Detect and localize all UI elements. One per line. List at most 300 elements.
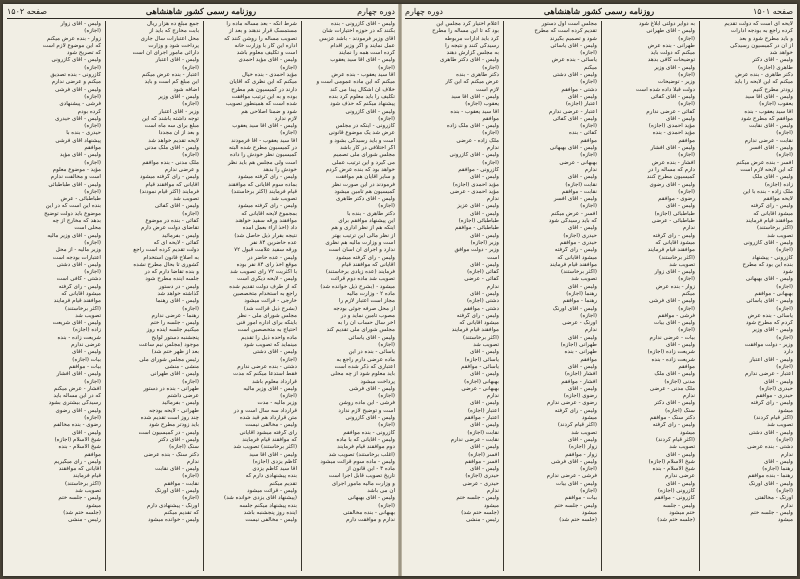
text-line: ماده عرضی دارم راجع به — [336, 356, 395, 363]
text-line: است — [487, 254, 499, 261]
left-header-series: دوره چهارم — [357, 7, 395, 16]
text-line: قیام فرمایند (اکثر برخاستند) — [231, 188, 297, 195]
text-line: (اکثر برخاستند) — [659, 254, 695, 261]
text-line: ولیس - آقای ملک زاده — [446, 123, 499, 130]
text-line: تقاضای دولت عرض دارم — [140, 225, 199, 232]
text-line: تصویب مسأله را روشن کنند که — [224, 35, 297, 42]
text-line: ولیس - آقای ملک — [654, 371, 695, 378]
text-line: لایحه ای است که دولت تقدیم — [724, 21, 793, 27]
text-line: تصویب شد — [571, 429, 597, 436]
text-line: موافقند قیام فرمایند — [647, 247, 695, 254]
left-column-4 — [7, 21, 101, 573]
text-line: ندارم — [780, 502, 793, 509]
text-line: ولیس - آقای آقا سید — [745, 93, 793, 100]
right-header-page-number: صفحه ۱۵۰۱ — [752, 7, 793, 16]
text-line: میشود - (بشرح ذیل خوانده شد) — [320, 283, 395, 290]
text-line: وزیر مالیه - از محل — [55, 247, 101, 254]
text-line: بیات - موافقم — [68, 363, 101, 370]
text-line: کرد باید ادارات مربوطه — [444, 35, 499, 42]
text-line: رهنما (اجازه) — [566, 290, 597, 297]
text-line: موافقم — [580, 137, 597, 144]
text-line: رضوی - موافقم — [658, 196, 695, 203]
text-line: (اجازه) — [776, 152, 793, 159]
text-line: ولیس - آقای فرشی — [55, 86, 101, 93]
text-line: دکتر طاهری - بنده با — [347, 210, 395, 217]
text-line: ولیس - آقای وزیر مالیه — [47, 232, 101, 239]
text-line: کاظم یزدی (اجازه) — [252, 458, 297, 465]
text-line: ولیس - رأی گرفته میشود — [237, 174, 297, 181]
column-rule — [203, 21, 204, 571]
text-line: ولیس - در دستور — [158, 283, 199, 290]
text-line: ولیس - آقای افشار — [650, 145, 695, 152]
text-line: نقابت (اجازه) — [565, 181, 597, 188]
text-line: ولیس - آقای — [470, 174, 499, 181]
text-line: رئیس - منشی — [466, 517, 499, 524]
text-line: کرده است همه را نمایند — [338, 50, 395, 57]
text-line: (اجازه) — [378, 342, 395, 349]
text-line: (بشرح ذیل قرائت شد) — [243, 305, 297, 312]
text-line: ولیس - رأی گرفته — [750, 203, 793, 210]
text-line: اعتباری که ذکر شده است — [334, 363, 395, 370]
text-line: ندارم — [486, 283, 499, 290]
text-line: ندارم — [486, 488, 499, 494]
text-line: دارد — [783, 349, 793, 356]
text-line: ولیس - آقای — [568, 334, 597, 341]
text-line: ولیس - آقای — [568, 225, 597, 232]
text-line: بیات (اجازه) — [72, 356, 101, 363]
text-line: افسر (اجازه) — [468, 451, 499, 458]
text-line: ولیس - آقای دشتی — [748, 429, 793, 436]
right-column-1 — [701, 21, 793, 573]
text-line: یاسائی - بنده عرض — [551, 57, 597, 64]
text-line: آخر سال حساب آن را به — [337, 320, 395, 327]
text-line: (جلسه ختم شد) — [63, 509, 101, 516]
text-line: وزیر - آقای اعتبار — [158, 108, 199, 115]
text-line: طباطبائی - موافقم — [454, 225, 499, 232]
text-line: ولیس - آقای دشتی — [552, 72, 597, 79]
text-line: (جلسه ختم شد) — [657, 517, 695, 524]
text-line: فرشی - پیشنهادی — [59, 101, 101, 108]
text-line: خلاف آن اشکال پیدا می کند — [330, 86, 395, 93]
text-line: ولیس - آقای طهرانی — [646, 28, 695, 35]
text-line: ولیس - آقای — [568, 174, 597, 181]
text-line: و سایر آقایان هم موافقت — [335, 174, 395, 181]
text-line: طباطبائی - عرض — [60, 196, 101, 203]
text-line: ولیس - آقای — [666, 480, 695, 487]
text-line: کمیسیون هم تأمین میشود — [334, 188, 395, 195]
text-line: وزیر مالیه - مدت — [257, 400, 297, 407]
text-line: ولیس - آقای آقا سید یعقوب — [232, 123, 297, 130]
text-line: موافقم — [84, 451, 101, 458]
text-line: قرارداد معلوم باشد — [252, 378, 297, 385]
text-line: کرده راجع به بودجه ادارات — [730, 28, 793, 35]
text-line: (اکثر برخاستند) — [463, 334, 499, 341]
text-line: (اجازه) — [84, 269, 101, 276]
text-line: کازرونی - موافقم — [458, 166, 499, 173]
text-line: موافقم — [84, 145, 101, 152]
text-line: عرضی ندارم — [665, 473, 695, 480]
text-line: طهرانی (اجازه) — [560, 342, 597, 349]
text-line: زاده (اجازه) — [72, 327, 101, 334]
text-line: (اجازه) — [378, 422, 395, 429]
text-line: (اجازه) — [378, 203, 395, 210]
text-line: موضوع باید دولت توضیح — [44, 210, 101, 217]
text-line: زوار - بنده عرض — [655, 283, 695, 290]
text-line: ولیس - عده حاضر در — [247, 254, 297, 261]
left-header-title: روزنامه رسمی کشور شاهنشاهی — [145, 6, 257, 16]
text-line: ولیس - آقای — [666, 115, 695, 122]
text-line: شیخ الاسلام (اجازه) — [54, 436, 101, 443]
text-line: (اجازه) — [776, 436, 793, 443]
text-line: ولیس - آقای — [470, 400, 499, 407]
text-line: (اجازه) — [580, 312, 597, 319]
text-line: یاسائی (اجازه) — [464, 356, 499, 363]
text-line: موافقم که مطرح شود — [740, 115, 793, 122]
text-line: (اکثر قیام کردند) — [655, 436, 695, 443]
text-line: مستمسک قرار ندهند و بعد از — [228, 28, 297, 35]
column-rule — [503, 21, 504, 571]
text-line: خودش را بدهد — [263, 166, 297, 173]
text-line: کمیسیون نظر خودش را داده — [230, 152, 297, 159]
text-line: رهنما (اجازه) — [762, 466, 793, 473]
text-line: میشود آقایانی که — [655, 239, 695, 246]
text-line: ولیس - آقای — [568, 283, 597, 290]
text-line: ولیس - آقای رهنما — [155, 298, 199, 305]
text-line: ولیس - رأی گرفته — [554, 407, 597, 414]
text-line: بعد از ظهر ختم شد) — [151, 349, 199, 356]
text-line: لازم ندارد — [274, 115, 297, 122]
text-line: حیدری (اجازه) — [563, 232, 597, 239]
text-line: ولیس - آقای آقا سید — [451, 93, 499, 100]
left-page-header — [7, 6, 395, 19]
text-line: (اجازه) — [482, 64, 499, 71]
text-line: نقابت - موافقم — [163, 480, 199, 487]
text-line: اینکه هم از نظر اداری و هم — [331, 225, 395, 232]
text-line: بنده پیشنهاد میکنم جلسه — [239, 502, 297, 509]
text-line: فرمایند (اکثر قیام نمودند) — [139, 188, 199, 195]
text-line: تصویب شد — [75, 488, 101, 494]
text-line: ماده واحده ذیل را تقدیم — [241, 334, 297, 341]
right-column-3 — [505, 21, 597, 573]
text-line: فرشی - عرضی ندارم — [546, 473, 597, 480]
text-line: شیخ الاسلام (اجازه) — [648, 458, 695, 465]
text-line: ولیس - آقای — [470, 371, 499, 378]
text-line: ولیس - آقای اورنگ — [552, 305, 597, 312]
text-line: ولیس - آقای نقابت — [749, 123, 793, 130]
text-line: ولیس - جلسه ختم — [554, 502, 597, 509]
text-line: است و توضیح لازم ندارد — [338, 407, 395, 414]
text-line: یعقوب (اجازه) — [465, 101, 499, 108]
text-line: (اجازه) — [678, 327, 695, 334]
text-line: (اجازه) — [776, 363, 793, 370]
text-line: پرداخت میشود — [360, 378, 395, 385]
text-line: مجلس شورای ملی تصمیم — [333, 152, 395, 159]
text-line: ندارم — [682, 393, 695, 400]
text-line: مؤید احمدی (اجازه) — [452, 181, 499, 188]
newspaper-spread — [3, 4, 797, 576]
text-line: میکنم که این ماده عمومی است و — [316, 79, 395, 86]
text-line: زوار (اجازه) — [568, 444, 597, 451]
text-line: ولیس - رأی گرفته میشود — [335, 254, 395, 261]
text-line: توضیحات کافی بدهد — [647, 57, 695, 64]
text-line: ولیس - آقای فرشی — [649, 298, 695, 305]
text-line: طهرانی - بنده عرض — [647, 42, 695, 49]
text-line: موافقم — [678, 137, 695, 144]
text-line: ولیس - آقای — [568, 93, 597, 100]
text-line: شود — [782, 269, 793, 276]
text-line: (اجازه) — [182, 64, 199, 71]
text-line: است و وزارت مالیه هم نظری — [325, 239, 395, 246]
text-line: (اجازه) — [678, 305, 695, 312]
text-line: ولیس - آقای فرشی — [349, 385, 395, 392]
text-line: موقع اخذ رأی ۸۴ نفر بوده — [236, 261, 297, 268]
text-line: (اجازه) — [378, 502, 395, 509]
text-line: (اجازه) — [580, 50, 597, 57]
text-line: زاده (اجازه) — [764, 181, 793, 188]
text-line: دارائی مأمور اجرای آن است — [132, 50, 199, 57]
text-line: عرضی ندارم — [71, 342, 101, 349]
text-line: رضوی - عرضی ندارم — [547, 400, 597, 407]
text-line: موافقند قیام فرمایند — [745, 218, 793, 225]
text-line: مؤید احمدی - عرضی — [450, 188, 499, 195]
text-line: ولیس - آقای — [470, 232, 499, 239]
text-line: میکنم که دولت باید — [650, 50, 695, 57]
text-line: لازم است — [476, 86, 499, 93]
text-line: است و باید رسیدگی بشود و — [329, 137, 395, 144]
text-line: بماده سوم آقایانی که موافقند — [228, 181, 297, 188]
text-line: مجلس است اول دستور — [541, 21, 597, 27]
text-line: ولیس - آقای دشتی — [252, 349, 297, 356]
text-line: اعتبار - موافقم — [464, 415, 499, 422]
text-line: تصویب شد — [767, 422, 793, 429]
text-line: کازرونی - پیشنهاد — [752, 254, 793, 261]
text-line: میشود — [581, 509, 597, 516]
text-line: که باید رسیدگی شود — [548, 218, 597, 225]
right-column-2 — [603, 21, 695, 573]
text-line: (اجازه) — [84, 415, 101, 422]
text-line: دارند در کمیسیون هم مطرح — [231, 86, 297, 93]
text-line: ولیس - آقای افشار — [56, 371, 101, 378]
text-line: دشتی - بنده عرضی — [747, 444, 793, 451]
text-line: ولیس - آقای دکتر طاهری — [439, 57, 499, 64]
text-line: افسر - بنده عرض میکنم — [736, 159, 793, 166]
text-line: دشتی - بنده عرضی ندارم — [237, 363, 297, 370]
text-line: افسر - موافقم — [464, 458, 499, 465]
text-line: زوار - موافقم — [565, 451, 597, 458]
text-line: محل اعتبارات سال جاری — [140, 35, 199, 42]
text-line: وزیر - دولت موافق — [454, 247, 499, 254]
text-line: ندارم — [486, 145, 499, 152]
text-line: بهبهانی - بنده مخالفتی — [343, 509, 395, 516]
text-line: (اکثر برخاستند) — [561, 269, 597, 276]
text-line: زودتر مطرح کنیم — [752, 86, 793, 93]
text-line: دشتی (اجازه) — [466, 298, 499, 305]
text-line: آقایانی که موافقند قیام — [145, 181, 199, 188]
text-line: کردم که مطرح شود — [745, 320, 793, 327]
text-line: کفائی - بنده در موضوع — [145, 218, 199, 225]
text-line: ولیس - جلسه را ختم — [150, 320, 199, 327]
text-line: ولیس - آقای زوار — [654, 269, 695, 276]
text-line: (اجازه) — [182, 152, 199, 159]
text-line: (اجازه) — [482, 130, 499, 137]
text-line: که از طرف دولت تقدیم شده — [229, 283, 297, 290]
text-line: تکلیف را باید معلوم کرد بنده — [328, 93, 395, 100]
text-line: اعتبار (اجازه) — [565, 101, 597, 108]
right-header-series: دوره چهارم — [405, 7, 443, 16]
text-line: ولیس - ماده سوم قرائت میشود — [320, 458, 395, 465]
text-line: دشتی - موافقم — [561, 86, 597, 93]
text-line: به مجلس گزارش دهند — [446, 50, 499, 57]
text-line: رضوی - بنده مخالفم — [53, 422, 101, 429]
text-line: (اجازه) — [84, 159, 101, 166]
text-line: نقابت - عرضی ندارم — [744, 137, 793, 144]
text-line: لایحه تقدیم خواهد شد — [148, 137, 199, 144]
text-line: دکتر طاهری - بنده — [456, 72, 499, 79]
text-line: کفائی (اجازه) — [467, 269, 499, 276]
text-line: ولیس - آقای — [72, 349, 101, 356]
text-line: بهبهانی - موافقم — [754, 290, 793, 297]
text-line: (اجازه) — [580, 203, 597, 210]
text-line: ولیس - آقای — [764, 458, 793, 465]
text-line: این پیشنهاد موافقم برای — [338, 218, 395, 225]
text-line: طهرانی - بنده در دستور — [143, 385, 199, 392]
text-line: (اجازه) — [378, 393, 395, 400]
text-line: یعقوب (اجازه) — [759, 101, 793, 108]
text-line: اعتبارات بودجه است — [52, 254, 101, 261]
text-line: ولیس - بفرمائید — [161, 232, 199, 239]
text-line: ولیس - آقای شریعت — [52, 320, 101, 327]
text-line: (اجازه) — [280, 393, 297, 400]
text-line: که تقدیم میکنم — [163, 509, 199, 516]
text-line: ولیس - آقایانی که با ماده — [336, 436, 395, 443]
text-line: ولیس - آقای وزیر — [752, 327, 793, 334]
text-line: زوار - بنده عرض میکنم — [46, 35, 101, 42]
text-line: مصوب تأمین نماید و در — [340, 312, 395, 319]
text-line: آن می باشد — [367, 488, 395, 494]
text-line: افسر - عرض میکنم — [551, 210, 597, 217]
text-line: موافقند قیام فرمایند — [451, 327, 499, 334]
text-line: کازرونی - بنده تصدیق — [50, 72, 101, 79]
text-line: اعتبار (اجازه) — [467, 407, 499, 414]
text-line: میکنیم جلسه آینده روز — [146, 327, 199, 334]
text-line: عرض شد یک موضوع قانونی — [328, 130, 395, 137]
text-line: طهرانی - بنده — [564, 349, 597, 356]
text-line: ولیس - آقای کازرونی — [743, 239, 793, 246]
text-line: (اجازه) — [776, 334, 793, 341]
text-line: (اجازه) — [280, 64, 297, 71]
text-line: ولیس - آقای افسر — [749, 145, 793, 152]
text-line: اداره این کار با وزارت خانه — [234, 42, 297, 49]
text-line: طباطبائی - عرضی — [651, 218, 695, 225]
text-line: عرضی داشتم — [167, 393, 199, 400]
text-line: رهنما - بنده موافقم — [747, 473, 793, 480]
left-column-3 — [107, 21, 199, 573]
text-line: از محل صرفه جوئی بودجه — [333, 305, 395, 312]
text-line: مدنی (اجازه) — [664, 378, 695, 385]
text-line: موجود (مجلس نیم ساعت — [138, 342, 199, 349]
text-line: قیام فرمایند — [73, 473, 101, 480]
text-line: کرده بودم — [77, 108, 101, 115]
text-line: ولیس - آقای کفائی — [552, 115, 597, 122]
right-column-4 — [405, 21, 499, 573]
text-line: (اجازه) — [182, 305, 199, 312]
text-line: (اجازه) — [678, 101, 695, 108]
text-line: آینده روز پنجشنبه باشد — [243, 509, 297, 516]
text-line: (اجازه) — [182, 495, 199, 502]
text-line: است و تکلیف معلوم باشد — [236, 50, 297, 57]
text-line: ولیس - آقای زوار — [60, 21, 101, 27]
text-line: از آن در کمیسیون رسیدگی — [730, 42, 793, 49]
text-line: آقای وزیر فرمودند - باشد عزبس — [319, 35, 395, 42]
text-line: (اجازه) — [776, 283, 793, 290]
text-line: خواهد شد — [769, 50, 793, 57]
text-line: میشود — [85, 502, 101, 509]
text-line: میشود — [483, 502, 499, 509]
text-line: تصویب شد — [571, 276, 597, 283]
text-line: ولیس - مخالفی نیست — [245, 517, 297, 524]
text-line: بهبهانی (اجازه) — [464, 378, 499, 385]
text-line: آقایانی که موافقند — [58, 466, 101, 473]
text-line: ولیس - آقای عزیز — [457, 203, 499, 210]
text-line: موافقند قیام فرمایند — [53, 298, 101, 305]
text-line: (اجازه) — [280, 130, 297, 137]
text-line: (اجازه) — [776, 488, 793, 494]
text-line: و عرضی ندارم — [164, 166, 199, 173]
text-line: بیات - موافقم — [564, 495, 597, 502]
text-line: رئیس - منشی — [68, 517, 101, 524]
text-line: لایحه موافقم — [763, 196, 793, 203]
text-line: اورنگ - مخالفتی — [754, 495, 793, 502]
text-line: به دوایر دولتی ابلاغ شود — [638, 21, 695, 27]
text-line: ولیس - جلسه — [663, 502, 695, 509]
text-line: شود و ضمناً اصلاحی هم — [241, 108, 297, 115]
text-line: ولیس - آقای اعتبار — [749, 356, 793, 363]
text-line: ولیس - آقای بهبهانی — [549, 145, 597, 152]
text-line: اعتبار - بنده عرض میکنم — [141, 72, 199, 79]
text-line: ولیس - رأی میگیریم — [54, 458, 101, 465]
text-line: راجع به استخدام متخصصین — [232, 290, 297, 297]
text-line: کفائی - بنده — [569, 130, 597, 137]
text-line: آقا سید یعقوب - بنده عرض — [331, 72, 395, 79]
text-line: ولیس - رأی گرفته — [750, 400, 793, 407]
text-line: منشی - منشی — [164, 363, 199, 370]
column-rule — [601, 21, 602, 571]
text-line: بود که تا این مسأله را مطرح — [432, 28, 499, 35]
text-line: گذاشته خواهد شد — [157, 290, 199, 297]
text-line: ولیس - آقای کازرونی — [345, 108, 395, 115]
left-header-page-number: صفحه ۱۵۰۲ — [7, 7, 48, 16]
text-line: ولیس - رأی گرفته میشود — [237, 203, 297, 210]
text-line: ولیس - آقای کازرونی - بنده — [330, 21, 395, 27]
text-line: فرشی - موافقم — [657, 312, 695, 319]
text-line: ندارم — [186, 458, 199, 465]
text-line: رهنما - عرضی ندارم — [151, 312, 199, 319]
text-line: ولیس - آقای دکتر طاهری — [335, 196, 395, 203]
text-line: شرط آنکه - بعد مسأله ماده را — [226, 21, 297, 27]
text-line: دشتی - موافقم — [463, 305, 499, 312]
text-line: (اجازه) — [776, 305, 793, 312]
text-line: (اجازه) — [182, 378, 199, 385]
text-line: که در این مسأله باید — [53, 393, 101, 400]
text-line: ولیس - آقای دکتر — [654, 400, 695, 407]
text-line: شده است که همینطور تصویب — [225, 101, 297, 108]
text-line: موافقند ورقه سفید خواهند — [235, 218, 297, 225]
text-line: ولیس - مخالفی نیست — [245, 422, 297, 429]
text-line: آقا سید یعقوب - آقا فرمودند — [231, 137, 297, 144]
text-line: ولیس - آقای بیات — [556, 480, 597, 487]
text-line: موافقم — [482, 115, 499, 122]
text-line: مبلغ برای سه ماه است — [144, 123, 199, 130]
